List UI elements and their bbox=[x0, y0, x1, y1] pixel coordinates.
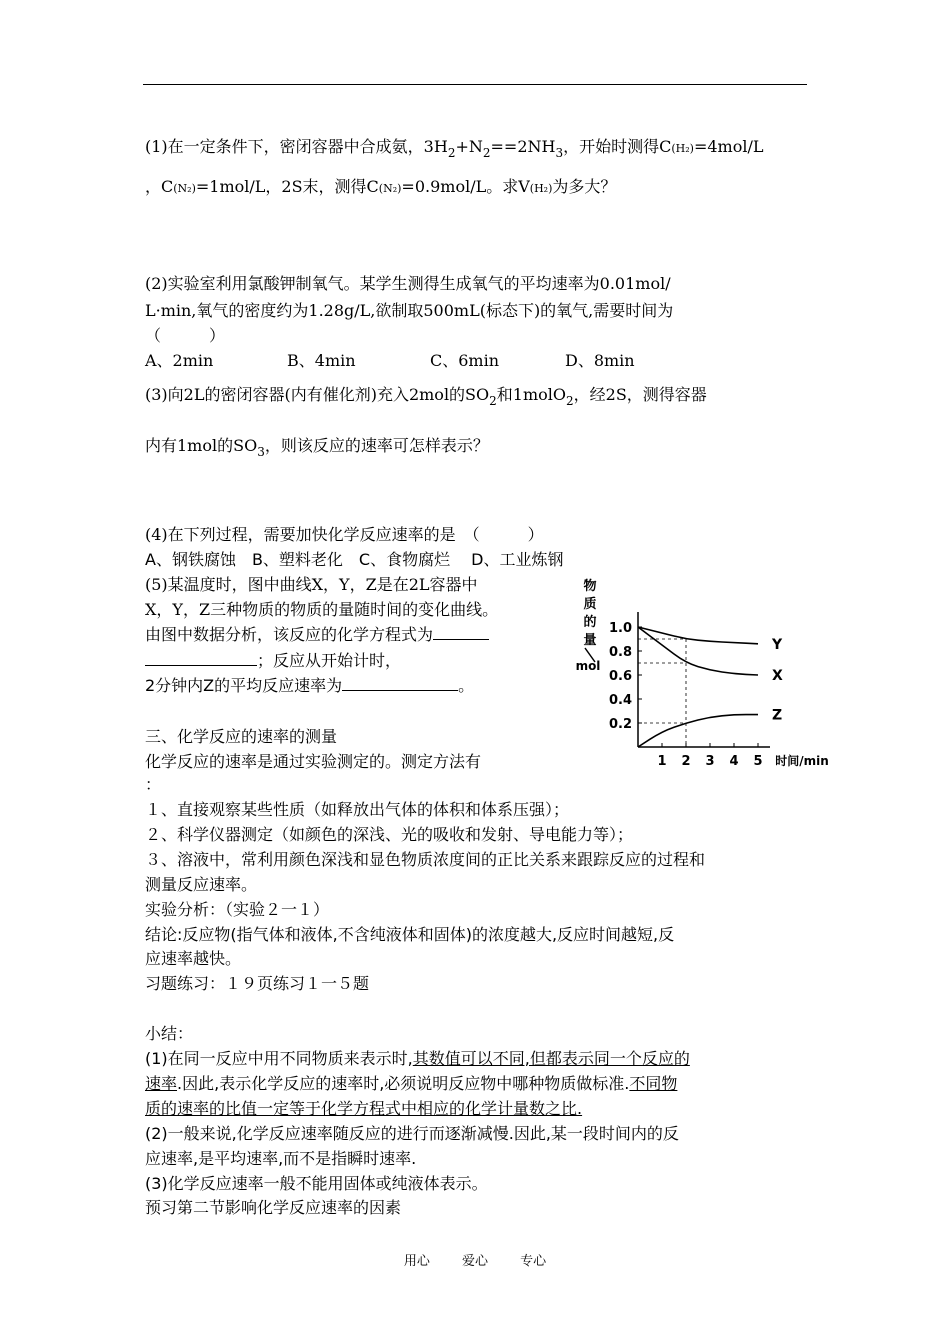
series-line-z bbox=[638, 715, 758, 747]
experiment-analysis: 实验分析：（实验２一１） bbox=[145, 900, 330, 919]
y-axis-label: 量 bbox=[583, 633, 597, 648]
summary-title: 小结： bbox=[145, 1024, 194, 1043]
exercise: 习题练习：１９页练习１一５题 bbox=[145, 974, 370, 993]
q5-line5 bbox=[145, 676, 474, 696]
method-2: ２、科学仪器测定（如颜色的深浅、光的吸收和发射、导电能力等）； bbox=[145, 825, 634, 844]
q1-line2 bbox=[145, 177, 616, 199]
answer-blank[interactable] bbox=[145, 651, 257, 666]
q2-option-a: A、2min bbox=[145, 351, 214, 370]
q4-line1: (4)在下列过程，需要加快化学反应速率的是 （ ） bbox=[145, 525, 544, 544]
summary-p1-line1 bbox=[145, 1049, 690, 1069]
y-axis-label: 的 bbox=[583, 615, 597, 630]
q1-text-c: ==2NH bbox=[490, 137, 556, 156]
q5-line4 bbox=[145, 651, 401, 671]
q1-text-d: ，开始时测得C bbox=[563, 137, 672, 156]
q3-line1 bbox=[145, 385, 707, 408]
footer-text: 爱心 bbox=[461, 1254, 488, 1269]
series-label-y: Y bbox=[772, 636, 783, 653]
q1-text-b: +N bbox=[455, 137, 483, 156]
section3-title: 三、化学反应的速率的测量 bbox=[145, 727, 338, 746]
series-label-x: X bbox=[772, 668, 783, 684]
summary-underline: 其数值可以不同,但都表示同一个反应的 bbox=[412, 1049, 690, 1068]
q5-line3 bbox=[145, 625, 489, 645]
conclusion-cont: 应速率越快。 bbox=[145, 949, 242, 968]
method-1: １、直接观察某些性质（如释放出气体的体积和体系压强）； bbox=[145, 800, 570, 819]
y-tick-label: 1.0 bbox=[608, 621, 632, 636]
q3-text-b: 和1molO bbox=[496, 385, 567, 404]
q1-sub: 2 bbox=[482, 146, 491, 160]
summary-text: (1)在同一反应中用不同物质来表示时, bbox=[145, 1049, 413, 1068]
y-axis-label: 质 bbox=[583, 597, 597, 612]
page-footer bbox=[0, 1250, 950, 1269]
q3-sub: 3 bbox=[257, 445, 265, 459]
summary-text: .因此,表示化学反应的速率时,必须说明反应物中哪种物质做标准. bbox=[177, 1074, 630, 1093]
q5-line2: X，Y，Z三种物质的物质的量随时间的变化曲线。 bbox=[145, 600, 499, 619]
q3-text-c: ，经2S，测得容器 bbox=[573, 385, 707, 404]
q5-text-c: 2分钟内Z的平均反应速率为 bbox=[145, 676, 343, 695]
q3-text-d: 内有1mol的SO bbox=[145, 436, 258, 455]
q5-text-a: 由图中数据分析，该反应的化学方程式为 bbox=[145, 625, 434, 644]
q1-sub: 2 bbox=[447, 146, 456, 160]
footer-text: 用心 bbox=[403, 1254, 430, 1269]
q1-text-i: 为多大？ bbox=[552, 177, 617, 196]
q5-text-d: 。 bbox=[458, 676, 475, 695]
q2-line3: （ ） bbox=[145, 326, 226, 345]
q1-text-h: =0.9mol/L。求V bbox=[401, 177, 530, 196]
q3-line2 bbox=[145, 436, 489, 459]
x-tick-label: 1 bbox=[657, 754, 667, 769]
q4-line2: A、钢铁腐蚀 B、塑料老化 C、食物腐烂 D、工业炼钢 bbox=[145, 550, 564, 569]
conclusion: 结论:反应物(指气体和液体,不含纯液体和固体)的浓度越大,反应时间越短,反 bbox=[145, 925, 675, 944]
q3-sub: 2 bbox=[566, 394, 574, 408]
y-tick-label: 0.4 bbox=[608, 693, 632, 708]
x-axis-label: 时间/min bbox=[775, 754, 829, 768]
amount-time-chart bbox=[570, 572, 840, 772]
q1-conc-n2: (N₂) bbox=[173, 182, 196, 195]
preview-note: 预习第二节影响化学反应速率的因素 bbox=[145, 1198, 402, 1217]
series-label-z: Z bbox=[772, 707, 783, 724]
q3-sub: 2 bbox=[489, 394, 497, 408]
q2-line1: (2)实验室利用氯酸钾制氧气。某学生测得生成氧气的平均速率为0.01mol/ bbox=[145, 274, 671, 293]
q1-conc-h2: (H₂) bbox=[671, 142, 694, 155]
q5-text-b: ；反应从开始计时， bbox=[257, 651, 402, 670]
section3-intro: 化学反应的速率是通过实验测定的。测定方法有 bbox=[145, 752, 482, 771]
method-3-cont: 测量反应速率。 bbox=[145, 875, 258, 894]
q1-sub: 3 bbox=[555, 146, 564, 160]
y-axis-label: mol bbox=[575, 659, 601, 673]
q1-text-f: ，C bbox=[145, 177, 174, 196]
answer-blank[interactable] bbox=[342, 676, 458, 691]
q2-line2: L·min,氧气的密度约为1.28g/L,欲制取500mL(标态下)的氧气,需要时间为 bbox=[145, 301, 674, 320]
summary-underline: 质的速率的比值一定等于化学方程式中相应的化学计量数之比. bbox=[145, 1099, 583, 1118]
q1-rate-h2: (H₂) bbox=[529, 182, 553, 195]
summary-p1-line3 bbox=[145, 1099, 582, 1119]
q1-line1 bbox=[145, 137, 763, 159]
q2-option-d: D、8min bbox=[565, 351, 635, 370]
summary-underline: 速率 bbox=[145, 1074, 178, 1093]
y-tick-label: 0.6 bbox=[608, 669, 632, 684]
y-tick-label: 0.2 bbox=[608, 717, 632, 732]
summary-underline: 不同物 bbox=[629, 1074, 678, 1093]
method-3: ３、溶液中，常利用颜色深浅和显色物质浓度间的正比关系来跟踪反应的过程和 bbox=[145, 850, 706, 869]
q5-line1: (5)某温度时，图中曲线X，Y，Z是在2L容器中 bbox=[145, 575, 478, 594]
x-tick-label: 3 bbox=[705, 754, 715, 769]
header-rule bbox=[143, 84, 807, 85]
q2-option-c: C、6min bbox=[430, 351, 500, 370]
x-tick-label: 2 bbox=[681, 754, 691, 769]
q1-text-g: =1mol/L，2S末，测得C bbox=[195, 177, 379, 196]
y-tick-label: 0.8 bbox=[608, 645, 632, 660]
footer-text: 专心 bbox=[520, 1254, 547, 1269]
summary-p1-line2 bbox=[145, 1074, 677, 1094]
section3-colon: ： bbox=[145, 775, 162, 794]
y-axis-label: 物 bbox=[583, 579, 597, 594]
x-tick-label: 5 bbox=[753, 754, 763, 769]
q3-text-a: (3)向2L的密闭容器(内有催化剂)充入2mol的SO bbox=[145, 385, 490, 404]
q1-conc-n2b: (N₂) bbox=[378, 182, 402, 195]
series-line-x bbox=[638, 627, 758, 675]
x-tick-label: 4 bbox=[729, 754, 739, 769]
answer-blank[interactable] bbox=[433, 625, 489, 640]
q2-option-b: B、4min bbox=[287, 351, 356, 370]
summary-p3: (3)化学反应速率一般不能用固体或纯液体表示。 bbox=[145, 1174, 488, 1193]
q3-text-e: ，则该反应的速率可怎样表示？ bbox=[264, 436, 489, 455]
q1-text-e: =4mol/L bbox=[693, 137, 764, 156]
summary-p2-line1: (2)一般来说,化学反应速率随反应的进行而逐渐减慢.因此,某一段时间内的反 bbox=[145, 1124, 679, 1143]
summary-p2-line2: 应速率,是平均速率,而不是指瞬时速率. bbox=[145, 1149, 417, 1168]
q1-text-a: (1)在一定条件下，密闭容器中合成氨，3H bbox=[145, 137, 448, 156]
